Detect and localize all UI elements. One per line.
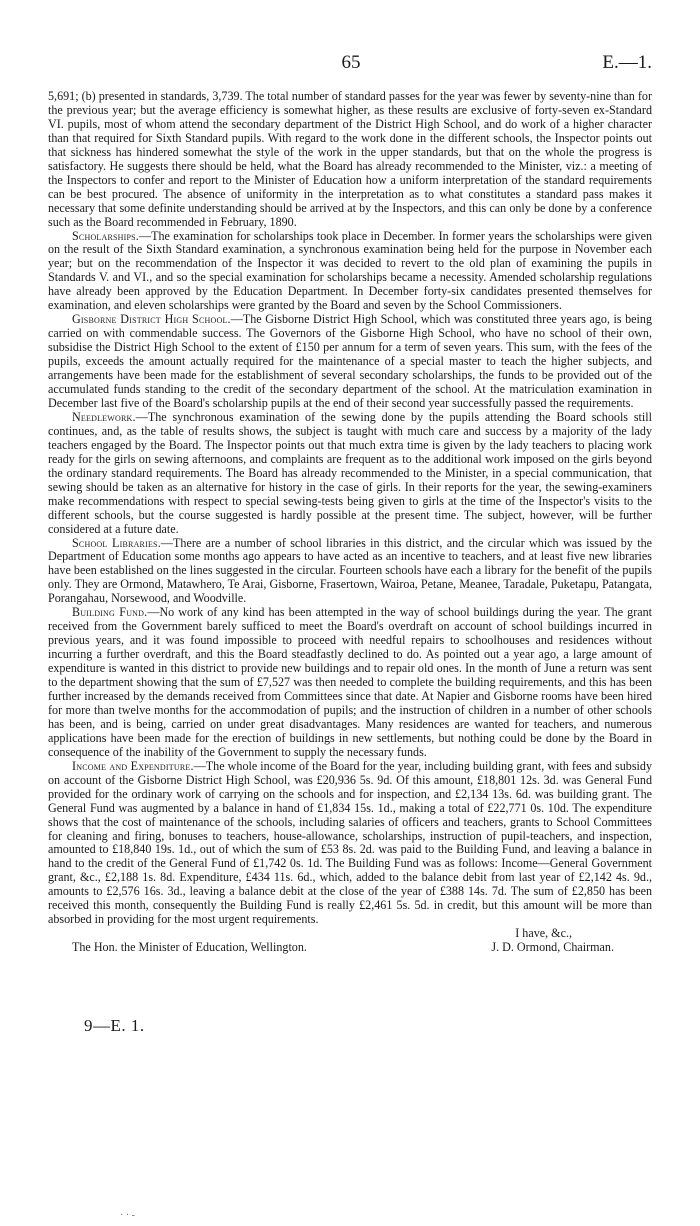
closing-greeting: I have, &c., (515, 926, 572, 941)
page-header (50, 52, 652, 74)
section-heading: Scholarships. (72, 228, 140, 243)
section-heading: Needlework. (72, 409, 136, 424)
page-number: 65 (341, 52, 361, 73)
report-body (48, 90, 652, 955)
signatory: J. D. Ormond, Chairman. (491, 940, 614, 955)
addressee: The Hon. the Minister of Education, Wellington. (72, 940, 307, 955)
paragraph-text: —No work of any kind has been attempted in the way of school buildings during the year. The grant received from the Government barely sufficed to meet the Board's overdraft on account of school buildings incurred in previous years, and it was found impossible to proceed with needful repairs to schoolhouses and residences without incurring a further overdraft, and this the Board steadfastly declined to do. As pointed out a year ago, a large amount of expenditure is wanted in this district to provide new buildings and to repair old ones. In the month of June a return was sent to the department showing that the sum of £7,527 was then needed to complete the building requirements, and this has been further increased by the demands received from Committees since that date. At Napier and Gisborne rooms have been hired for more than twelve months for the accommodation of pupils; and the instruction of children in a number of other schools has been, and is being, carried on under great disadvantages. Many residences are wanted for teachers, and numerous applications have been made for the erection of buildings in new settlements, but nothing could be done by the Board in consequence of the inability of the Government to supply the necessary funds. (48, 605, 653, 759)
closing-greeting-row (48, 927, 652, 941)
section-heading: School Libraries. (72, 535, 161, 550)
stray-print-mark: · · - (120, 1210, 135, 1221)
paragraph-needlework (48, 411, 652, 537)
paragraph-text: —The whole income of the Board for the year, including building grant, with fees and subsidy on account of the Gisborne District High School, was £20,936 5s. 9d. Of this amount, £18,801 12s. 3d. was General Fund provided for the ordinary work of carrying on the schools and for inspection, and £2,134 13s. 6d. was building grant. The General Fund was augmented by a balance in hand of £1,834 15s. 1d., making a total of £22,771 0s. 10d. The expenditure shows that the cost of maintenance of the schools, including salaries of officers and teachers, grants to School Committees for cleaning and firing, bonuses to teachers, house-allowance, scholarships, instruction of pupil-teachers, and inspection, amounted to £18,840 19s. 1d., out of which the sum of £53 8s. 2d. was paid to the Building Fund, and leaving a balance in hand to the credit of the General Fund of £1,742 0s. 1d. The Building Fund was as follows: Income—General Government grant, &c., £2,188 1s. 8d. Expenditure, £434 11s. 6d., which, added to the balance debit from last year of £2,142 4s. 9d., amounts to £2,576 16s. 3d., leaving a balance debit at the close of the year of £388 14s. 7d. The sum of £2,850 has been received this month, consequently the Building Fund is really £2,461 5s. 5d. in credit, but this amount will be more than absorbed in providing for the most urgent requirements. (48, 758, 652, 927)
paragraph-school-libraries (48, 537, 652, 607)
section-heading: Building Fund. (72, 605, 148, 620)
paragraph-text: —There are a number of school libraries in this district, and the circular which was issued by the Department of Education some months ago appears to have acted as an incentive to teachers, and at least five new libraries have been established on the lines suggested in the circular. Fourteen schools have each a library for the benefit of the pupils only. They are Ormond, Matawhero, Te Arai, Gisborne, Frasertown, Wairoa, Petane, Meanee, Taradale, Puketapu, Patangata, Porangahau, Norsewood, and Woodville. (48, 535, 652, 606)
section-heading: Gisborne District High School. (72, 312, 231, 327)
paragraph-text: —The synchronous examination of the sewing done by the pupils attending the Board schools still continues, and, as the table of results shows, the subject is taught with much care and success by a majority of the lady teachers engaged by the Board. The Inspector points out that much extra time is given by the lady teachers to placing work ready for the girls on sewing afternoons, and complaints are frequent as to the additional work imposed on the girls beyond the ordinary standard requirements. The Board has already recommended to the Minister, in a special communication, that sewing should be taken as an alternative for history in the case of girls. In their reports for the year, the sewing-examiners make recommendations with respect to special sewing-tests being given to girls at the time of the Inspector's visits to the different schools, but the course suggested is hardly possible at the present time. The subject, however, will be further considered at a future date. (48, 409, 652, 536)
paragraph-text: —The examination for scholarships took place in December. In former years the scholarships were given on the result of the Sixth Standard examination, a synchronous examination being held for the purpose in November each year; but on the recommendation of the Inspector it was decided to revert to the old plan of examining the pupils in Standards V. and VI., and so the special examination for scholarships became a necessity. Amended scholarship regulations have already been approved by the Education Department. In December forty-six candidates presented themselves for examination, and eleven scholarships were granted by the Board and seven by the School Commissioners. (48, 228, 652, 313)
paragraph-scholarships (48, 230, 652, 314)
paragraph-text: —The Gisborne District High School, which was constituted three years ago, is being carried on with commendable success. The Governors of the Gisborne High School, who have no school of their own, subsidise the District High School to the extent of £150 per annum for a term of seven years. This sum, with the fees of the pupils, exceeds the amount actually required for the maintenance of a special master to teach the higher subjects, and arrangements have been made for the establishment of several secondary scholarships, the funds to be provided out of the accumulated funds standing to the credit of the secondary department of the school. At the matriculation examination in December last five of the Board's scholarship pupils at the end of their second year successfully passed the requirements. (48, 312, 652, 410)
paragraph-standards (48, 90, 652, 230)
sheet-signature-mark: 9—E. 1. (84, 1016, 145, 1035)
paragraph-text: 5,691; (b) presented in standards, 3,739. The total number of standard passes for the year was fewer by seventy-nine than for the previous year; but the average efficiency is somewhat higher, as these results are exclusive of forty-seven ex-Standard VI. pupils, most of whom attend the secondary department of the District High School, and do work of a higher character than that required for Sixth Standard pupils. With regard to the work done in the different schools, the Inspector points out that sickness has hindered somewhat the style of the work in the upper standards, but that on the whole the progress is satisfactory. He suggests there should be held, what the Board has already recommended to the Minister, viz.: a meeting of the Inspectors to confer and report to the Minister of Education how a uniform interpretation of the standard requirements can be best procured. The absence of uniformity in the interpretation as to what constitutes a standard pass makes it necessary that some definite understanding should be arrived at by the Inspectors, and this can only be done by a conference such as the Board recommended in February, 1890. (48, 89, 652, 229)
section-heading: Income and Expenditure. (72, 758, 194, 773)
paragraph-income-expenditure (48, 760, 652, 927)
signature-block (48, 941, 652, 955)
paragraph-district-high-school (48, 313, 652, 411)
document-reference: E.—1. (602, 52, 652, 73)
paragraph-building-fund (48, 606, 652, 759)
